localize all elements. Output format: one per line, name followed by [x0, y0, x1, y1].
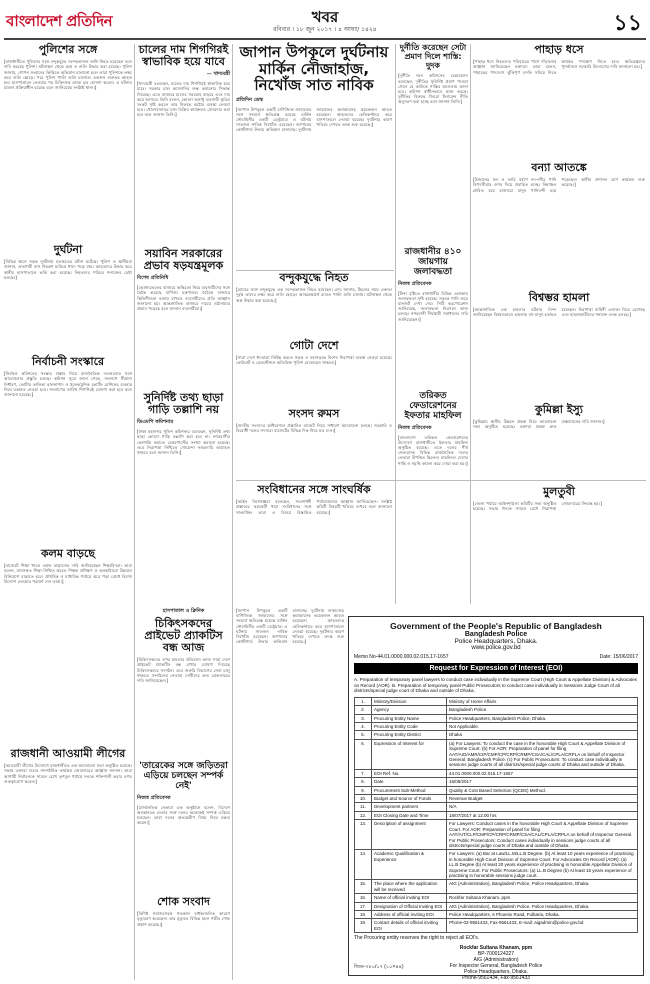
- article-title: তরিকত ফেডারেশনের ইফতার মাহফিল: [404, 391, 462, 421]
- eoi-cell-value: Phone-02-9561433, Fax-9561433, E-mail: aigadmin@police.gov.bd: [447, 919, 638, 933]
- eoi-title-bar: Request for Expression of Interest (EOI): [354, 663, 638, 674]
- article-tarek: [137, 762, 230, 892]
- eoi-cell-number: 17.: [355, 902, 372, 910]
- eoi-table: [354, 697, 638, 933]
- eoi-cell-value: Quality & Cost Based Selection (QCBS) Method.: [447, 786, 638, 794]
- eoi-cell-value: (a) For Lawyers: To conduct the case in the honorable High Court & Appellate Division of Supreme Court. (b) For AOR: Preparation of panel for filing AAT/AIO/AMR/CIP/CMP/CP/CRP/CRMP/CSA/CAL/CPLA/CRPLA on behalf of Inspector General, Bangladesh Police. (c) For Public Prosecutors: To conduct case individually in sessions judge courts of all districts/special judge courts of Dhaka and outside of Dhaka.: [447, 739, 638, 769]
- article-pen: [4, 548, 132, 744]
- eoi-cell-number: 16.: [355, 894, 372, 902]
- eoi-row: [355, 820, 638, 850]
- article-body: [দুর্নীতি দমন কমিশনের চেয়ারম্যান বলেছেন, দুর্নীতির সুনির্দিষ্ট প্রমাণ পাওয়া গেলে যে কাউকে শাস্তির আওতায় আনা হবে। কমিশন স্বাধীনভাবে কাজ করছে। দুর্নীতির বিরুদ্ধে জিরো টলারেন্স নীতি অনুসরণ করা হচ্ছে বলে জানান তিনি।]: [398, 73, 468, 105]
- article-byline: নিজস্ব প্রতিবেদক: [398, 280, 432, 287]
- eoi-cell-number: 11.: [355, 803, 372, 811]
- eoi-cell-field: EOI Ref. No.: [372, 769, 447, 777]
- eoi-cell-value: 15/06/2017: [447, 778, 638, 786]
- article-election: [4, 356, 132, 544]
- eoi-cell-value: For Lawyers: Conduct cases in the honorable High Court & Appellate Division of Supreme Court. For AOR: Preparation of panel for filing AAT/AIT/CLP/CMP/CP/CRP/CRMP/CSA/CAL/CPLA/CRPLA on behalf of Inspector General. For Public Prosecutors: Conduct cases individually in sessions judge courts of all districts/special judge courts of Dhaka and outside of Dhaka.: [447, 820, 638, 850]
- article-title: কলম বাড়ছে: [40, 547, 96, 560]
- issue-date: রবিবার । ১৮ জুন ২০১৭ । ৪ আষাঢ় ১৪২৪: [273, 26, 377, 33]
- article-soybean: [137, 248, 230, 388]
- article-body: [খাদ্যমন্ত্রী বলেছেন, চালের দাম শিগগিরই স্বাভাবিক হয়ে যাবে। সরকার চাল আমদানির শুল্ক কমানোর সিদ্ধান্ত নিয়েছে। এতে বাজারে চালের সরবরাহ বাড়বে এবং দাম কমে আসবে। তিনি বলেন, কোনো অসাধু ব্যবসায়ী কৃত্রিম সংকট সৃষ্টি করলে তার বিরুদ্ধে কঠোর ব্যবস্থা নেওয়া হবে। খোলাবাজারে চাল বিক্রির কার্যক্রমও জোরদার করা হবে বলে জানান তিনি।]: [137, 81, 230, 118]
- eoi-cell-number: 2.: [355, 706, 372, 714]
- eoi-cell-field: Name of official inviting EOI: [372, 894, 447, 902]
- article-title: বন্দুকযুদ্ধে নিহত: [279, 271, 349, 284]
- article-title: সয়াবিন সরকারের প্রভাব ষড়যন্ত্রমূলক: [143, 247, 224, 273]
- article-comilla: [473, 404, 645, 484]
- eoi-procuring-note: The Procuring entity reserves the right to reject all EOI's.: [354, 935, 480, 942]
- article-body: [রাজধানীতে পুলিশের সঙ্গে বন্দুকযুদ্ধে সন্দেহভাজন জঙ্গি নিহত হয়েছেন বলে দাবি করেছে পুলিশ। ঘটনাস্থল থেকে অস্ত্র ও গুলি উদ্ধার করা হয়েছে। পুলিশ জানায়, গোপন সংবাদের ভিত্তিতে অভিযান চালানো হলে তারা পুলিশকে লক্ষ্য করে গুলি ছোড়ে। পরে পুলিশ পাল্টা গুলি চালালে একজন গুরুতর আহত হন। হাসপাতালে নেওয়ার পর চিকিৎসক তাকে মৃত ঘোষণা করেন। এ ঘটনায় মামলা প্রক্রিয়াধীন রয়েছে বলে জানিয়েছে সংশ্লিষ্ট থানা।]: [4, 59, 132, 91]
- article-tariqat: [398, 392, 468, 604]
- article-title: 'তারেকের সঙ্গে জড়িতরা এড়িয়ে চলছেন সম্পর্ক নেই': [139, 761, 228, 791]
- eoi-cell-number: 12.: [355, 811, 372, 819]
- eoi-row: [355, 811, 638, 819]
- eoi-notice: [348, 616, 644, 982]
- column-divider: [134, 44, 135, 980]
- article-body: [নির্বাচন কমিশনের সংস্কার প্রস্তাব নিয়ে রাজনৈতিক দলগুলোর সঙ্গে আলোচনার প্রস্তুতি চলছে। কমিশন সূত্রে জানা গেছে, সংলাপে সীমানা নির্ধারণ, ভোটার তালিকা হালনাগাদ ও ইলেকট্রনিক ভোটিং মেশিনের ব্যবহার নিয়ে মতামত নেওয়া হবে। সংলাপের তারিখ শিগগিরই ঘোষণা করা হবে বলে জানানো হয়েছে।]: [4, 371, 132, 397]
- eoi-memo-line: [354, 654, 638, 660]
- eoi-cell-value: 44.01.0000.000.02.015.17-1657: [447, 769, 638, 777]
- article-landslide: [473, 44, 645, 160]
- article-byline: — খাদ্যমন্ত্রী: [206, 71, 230, 78]
- article-body: [বাজেটে শিক্ষা খাতে বরাদ্দ বাড়ানোর দাবি জানিয়েছেন শিক্ষাবিদরা। তারা বলেন, মানসম্মত শিক্ষা নিশ্চিত করতে শিক্ষক প্রশিক্ষণ ও অবকাঠামো উন্নয়নে বিনিয়োগ বাড়াতে হবে। প্রাথমিক ও মাধ্যমিক পর্যায়ে ঝরে পড়া রোধে বিশেষ উদ্যোগ নেওয়ার পরামর্শ দেন তারা।]: [4, 563, 132, 584]
- article-acc: [398, 44, 468, 244]
- article-adjourned: [473, 486, 645, 604]
- eoi-cell-number: 10.: [355, 795, 372, 803]
- eoi-cell-field: Expression of Interest for: [372, 739, 447, 769]
- article-title: চালের দাম শিগগিরই স্বাভাবিক হয়ে যাবে: [138, 43, 229, 69]
- eoi-cell-field: Date: [372, 778, 447, 786]
- eoi-cell-value: 18/07/2017 at 12.00 hrs: [447, 811, 638, 819]
- eoi-cell-number: 19.: [355, 919, 372, 933]
- eoi-cell-field: Ministry/Division: [372, 697, 447, 705]
- eoi-cell-field: Description of assignment: [372, 820, 447, 850]
- eoi-row: [355, 723, 638, 731]
- article-title: পাহাড় ধসে: [534, 43, 584, 56]
- article-title: সংবিধানের সঙ্গে সাংঘর্ষিক: [257, 483, 371, 496]
- article-doctors: [137, 608, 230, 758]
- eoi-cell-field: Address of official inviting EOI: [372, 910, 447, 918]
- article-byline: বিশেষ প্রতিনিধি: [137, 275, 169, 282]
- eoi-row: [355, 769, 638, 777]
- eoi-cell-number: 4.: [355, 723, 372, 731]
- article-body: [জাপান উপকূলে একটি বাণিজ্যিক জাহাজের সঙ্গে সংঘর্ষে ক্ষতিগ্রস্ত হয়েছে মার্কিন নৌবাহিনীর একটি ডেস্ট্রয়ার। এ ঘটনায় সাতজন নাবিক নিখোঁজ রয়েছেন। জাপানের কোস্টগার্ড উদ্ধার অভিযান চালাচ্ছে। দুর্ঘটনায় জাহাজের কমান্ডারসহ কয়েকজন আহত হয়েছেন। আহতদের হেলিকপ্টারে করে হাসপাতালে নেওয়া হয়েছে। দুর্ঘটনার কারণ খতিয়ে দেখতে তদন্ত শুরু হয়েছে।]: [236, 608, 344, 645]
- eoi-cell-value: AIG (Administration), Bangladesh Police, Police Headquarters, Dhaka.: [447, 880, 638, 894]
- eoi-cell-value: Bangladesh Police.: [447, 706, 638, 714]
- article-byline: হাসপাতাল ও ক্লিনিক: [162, 608, 205, 614]
- eoi-intro: A. Preparation of temporary panel lawyers to conduct case individually in the Supreme Court (High Court & Appellate Division) & Advocates on Record (AOR). B. Preparation of temporary panel Public Prosecutors to conduct case individually in Sessions Judge Court of all districts/special judge court of Dhaka and outside of Dhaka.: [354, 677, 637, 694]
- article-title: মুলতুবী: [543, 485, 575, 498]
- page-number: ১১: [613, 11, 642, 36]
- eoi-cell-value: N/A: [447, 803, 638, 811]
- article-byline: নিজস্ব প্রতিবেদক: [137, 794, 171, 801]
- article-body: [আইন বিশেষজ্ঞরা বলেছেন, সংশোধনী প্রস্তাবের কয়েকটি ধারা সংবিধানের সঙ্গে সাংঘর্ষিক। তারা এ বিষয়ে বিস্তারিত পর্যালোচনার আহ্বান জানিয়েছেন। সংশ্লিষ্ট কমিটি বিষয়টি খতিয়ে দেখবে বলে জানানো হয়েছে।]: [236, 499, 392, 515]
- eoi-row: [355, 919, 638, 933]
- article-body: [জাপান উপকূলে একটি বাণিজ্যিক জাহাজের সঙ্গে সংঘর্ষে ক্ষতিগ্রস্ত হয়েছে মার্কিন নৌবাহিনীর একটি ডেস্ট্রয়ার। এ ঘটনায় সাতজন নাবিক নিখোঁজ রয়েছেন। জাপানের কোস্টগার্ড উদ্ধার অভিযান চালাচ্ছে। দুর্ঘটনায় জাহাজের কমান্ডারসহ কয়েকজন আহত হয়েছেন। আহতদের হেলিকপ্টারে করে হাসপাতালে নেওয়া হয়েছে। দুর্ঘটনার কারণ খতিয়ে দেখতে তদন্ত শুরু হয়েছে।]: [236, 106, 392, 133]
- lead-headline[interactable]: জাপান উপকূলে দুর্ঘটনায় মার্কিন নৌজাহাজ, নিখোঁজ সাত নাবিক: [239, 43, 389, 94]
- eoi-cell-value: For Lawyers: (a) Bar at Law/LL.M/LL.B Degree. (b) At least 10 years experience of practising in honorable High Court Division of Supreme Court. For Advocates On Record (AOR): (a) LL.B Degree (b) At least 20 years experience of practising in honorable Appellate Division of Supreme Court. For Public Prosecutors: (a) LL.B Degree (b) At least 15 years experience of practising in honorable sessions judge court.: [447, 850, 638, 880]
- article-title: গোটা দেশে: [289, 339, 339, 352]
- article-title: বন্যা আতঙ্কে: [531, 161, 587, 174]
- article-title: শোক সংবাদ: [157, 895, 210, 908]
- eoi-organization: Bangladesh Police: [464, 631, 528, 638]
- eoi-cell-field: Procuring Entity District: [372, 731, 447, 739]
- article-body: [ঢাকা মহানগর পুলিশ কমিশনার বলেছেন, সুনির্দিষ্ট তথ্য ছাড়া কোনো গাড়ি তল্লাশি করা হবে না। নগরবাসীর ভোগান্তি কমাতে চেকপোস্টের সংখ্যা কমানো হয়েছে। তবে নিরাপত্তা নিশ্চিতে গোয়েন্দা নজরদারি অব্যাহত থাকবে বলে জানান তিনি।]: [137, 429, 230, 455]
- eoi-row: [355, 803, 638, 811]
- eoi-cell-field: Procuring Entity Name: [372, 714, 447, 722]
- article-title: দুর্নীতি করেছেন সেটা প্রমাণ দিলে শাস্তি: দুদক: [399, 43, 467, 70]
- article-body: [উজানের ঢল ও ভারি বর্ষণে নদ-নদীর পানি বিপৎসীমার ওপর দিয়ে প্রবাহিত হচ্ছে। নিম্নাঞ্চল প্লাবিত হয়ে হাজারো মানুষ পানিবন্দী হয়ে পড়েছেন। স্থানীয় প্রশাসন ত্রাণ কার্যক্রম শুরু করেছে।]: [473, 177, 645, 193]
- eoi-cell-number: 14.: [355, 850, 372, 880]
- article-title: রাজধানী আওয়ামী লীগের: [10, 747, 126, 760]
- eoi-sign-name: Rockfar Sultana Khanam, ppm: [459, 945, 533, 952]
- eoi-sign-title: AIG (Administration): [473, 957, 519, 964]
- article-parliament: [236, 408, 392, 478]
- column-divider: [395, 44, 396, 604]
- eoi-website[interactable]: www.police.gov.bd: [471, 645, 521, 651]
- eoi-date: Date: 15/06/2017: [599, 654, 638, 660]
- article-title: চিকিৎসকদের প্রাইভেট প্র্যাকটিস বন্ধ আজ: [144, 617, 223, 655]
- eoi-cell-field: Agency: [372, 706, 447, 714]
- eoi-cell-value: Ministry of Home Affairs: [447, 697, 638, 705]
- newspaper-logo[interactable]: বাংলাদেশ প্রতিদিন: [6, 12, 113, 30]
- eoi-cell-number: 18.: [355, 910, 372, 918]
- article-rice-price: [137, 44, 230, 244]
- article-attack: [473, 292, 645, 402]
- section-title: খবর: [311, 8, 339, 26]
- eoi-cell-number: 8.: [355, 778, 372, 786]
- article-body: [রাজনৈতিক নেতারা এক অনুষ্ঠানে বলেন, বিদেশে অবস্থানরত নেতার সঙ্গে দলের অনেকেই সম্পর্ক এড়িয়ে চলছেন। তারা দলের অভ্যন্তরীণ বিষয় নিয়ে মন্তব্য করেন।]: [137, 804, 230, 826]
- eoi-sign-phone: Phone-9561434, Fax-9561433: [462, 975, 530, 982]
- eoi-row: [355, 697, 638, 705]
- article-body: [টানা বৃষ্টিতে রাজধানীর বিভিন্ন এলাকায় জলাবদ্ধতা সৃষ্টি হয়েছে। সড়কে পানি জমে যানজট দেখা দেয়। সিটি করপোরেশন জানিয়েছে, জলাবদ্ধতা নিরসনে কাজ চলছে। নগরবাসী দীর্ঘস্থায়ী সমাধানের দাবি জানিয়েছেন।]: [398, 290, 468, 322]
- column-divider: [232, 44, 233, 980]
- article-title: রাজধানীর ৪১০ জায়গায় জলাবদ্ধতা: [404, 247, 462, 277]
- article-title: দুর্ঘটনা: [53, 243, 83, 256]
- article-whole-country: [236, 340, 392, 406]
- article-body: [বাংলাদেশ তরিকত ফেডারেশনের উদ্যোগে রাজধানীতে ইফতার মাহফিল অনুষ্ঠিত হয়েছে। এতে দলের শীর্ষ নেতারাসহ বিভিন্ন রাজনৈতিক দলের নেতারা উপস্থিত ছিলেন। মাহফিলে দেশের শান্তি ও সমৃদ্ধি কামনা করে দোয়া করা হয়।]: [398, 434, 468, 466]
- eoi-cell-number: 15.: [355, 880, 372, 894]
- eoi-sign-for: For Inspector General, Bangladesh Police: [449, 963, 543, 970]
- eoi-cell-number: 3.: [355, 714, 372, 722]
- article-title: কুমিল্লা ইস্যু: [535, 403, 583, 416]
- article-gunfight: [236, 272, 392, 338]
- article-car-search: [137, 392, 230, 604]
- eoi-cell-value: Dhaka: [447, 731, 638, 739]
- eoi-row: [355, 894, 638, 902]
- eoi-cell-number: 1.: [355, 697, 372, 705]
- eoi-cell-field: Procuring Entity Code: [372, 723, 447, 731]
- article-us-navy: [236, 44, 392, 268]
- eoi-row: [355, 910, 638, 918]
- section-divider: [236, 480, 646, 481]
- article-title: পুলিশের সঙ্গে: [38, 43, 98, 56]
- article-body: [চিকিৎসকদের ওপর হামলার প্রতিবাদে আজ সারা দেশে প্রাইভেট প্র্যাকটিস বন্ধ রাখার ঘোষণা দিয়েছে চিকিৎসকদের সংগঠন। তবে জরুরি বিভাগের সেবা চালু থাকবে। সংগঠনের নেতারা দোষীদের দ্রুত গ্রেফতারের দাবি জানিয়েছেন।]: [137, 657, 230, 684]
- article-constitution: [236, 484, 392, 604]
- eoi-cell-field: Procurement Sub-Method: [372, 786, 447, 794]
- article-body: [আন্তর্জাতিক এক হামলার ঘটনায় নিন্দা জানিয়েছেন বিশ্বনেতারা। হামলায় বহু মানুষ হতাহত হয়েছেন। নিরাপত্তা বাহিনী এলাকা ঘিরে রেখেছে এবং হামলাকারীদের শনাক্তে তদন্ত চলছে।]: [473, 307, 645, 318]
- eoi-cell-value: Police Headquarters, 6 Phoenix Road, Fulbaria, Dhaka.: [447, 910, 638, 918]
- eoi-row: [355, 850, 638, 880]
- article-body: [বিভিন্ন স্থানে সড়ক দুর্ঘটনায় হতাহতের ঘটনা ঘটেছে। পুলিশ ও স্থানীয়রা জানান, দ্রুতগামী বাস নিয়ন্ত্রণ হারিয়ে খাদে পড়ে যায়। আহতদের উদ্ধার করে স্থানীয় হাসপাতালে ভর্তি করা হয়েছে। নিহতদের পরিচয় শনাক্তের চেষ্টা চলছে।]: [4, 259, 132, 280]
- article-body: [আওয়ামী লীগের উদ্যোগে রাজধানীতে এক আলোচনা সভা অনুষ্ঠিত হয়েছে। সভায় বক্তারা দলের সাংগঠনিক কার্যক্রম জোরদারের আহ্বান জানান। তারা আগামী নির্বাচনকে সামনে রেখে তৃণমূল পর্যায়ে দলকে শক্তিশালী করার ওপর গুরুত্বারোপ করেন।]: [4, 763, 132, 784]
- eoi-ad-code: জিড-৭৮০/১৭ (১০×৪৪): [354, 964, 404, 970]
- article-byline: প্রতিদিন ডেস্ক: [236, 96, 264, 103]
- eoi-government: Government of the People's Republic of Bangladesh: [390, 621, 602, 631]
- eoi-row: [355, 795, 638, 803]
- article-body: [সারা দেশে ঈদযাত্রা নির্বিঘ্ন করতে সড়ক ও মহাসড়কে বিশেষ নিরাপত্তা ব্যবস্থা নেওয়া হয়েছে। ফেরিঘাট ও রেলস্টেশনে অতিরিক্ত পুলিশ মোতায়েন থাকবে।]: [236, 355, 392, 366]
- eoi-cell-field: Designation of Official Inviting EOI: [372, 902, 447, 910]
- article-continued: [236, 608, 344, 980]
- article-title: বিশ্বম্ভর হামলা: [528, 291, 590, 304]
- article-awami-league: [4, 748, 132, 980]
- eoi-row: [355, 778, 638, 786]
- eoi-cell-value: Rockfar Sultana Khanam, ppm: [447, 894, 638, 902]
- eoi-cell-value: Not Applicable.: [447, 723, 638, 731]
- article-waterlogging: [398, 248, 468, 388]
- article-body: [পাহাড় ধসে নিহতদের পরিবারের পাশে দাঁড়ানোর আহ্বান জানিয়েছেন বক্তারা। তারা বলেন, পাহাড়ের পাদদেশে ঝুঁকিপূর্ণ বসতি সরিয়ে নিতে কার্যকর পদক্ষেপ নিতে হবে। ক্ষতিগ্রস্তদের পুনর্বাসনে সরকারি উদ্যোগের দাবি জানানো হয়।]: [473, 59, 645, 75]
- article-obituary: [137, 896, 230, 980]
- eoi-cell-number: 6.: [355, 739, 372, 769]
- eoi-sign-place: Police Headquarters, Dhaka.: [464, 969, 528, 976]
- article-byline: ডিএমপি কমিশনার: [137, 419, 174, 426]
- article-body: [জেলা পর্যায়ে আইনশৃঙ্খলা কমিটির সভা অনুষ্ঠিত হয়েছে। সভায় ঈদকে সামনে রেখে নিরাপত্তা জোরদারের সিদ্ধান্ত হয়।]: [473, 501, 602, 512]
- eoi-row: [355, 731, 638, 739]
- article-flood: [473, 162, 645, 290]
- column-divider: [470, 44, 471, 604]
- eoi-hq: Police Headquarters, Dhaka.: [454, 638, 538, 645]
- article-police: [4, 44, 132, 240]
- masthead: [0, 0, 650, 40]
- eoi-cell-value: Police Headquarters, Bangladesh Police, Dhaka.: [447, 714, 638, 722]
- eoi-cell-number: 5.: [355, 731, 372, 739]
- eoi-cell-field: Development partners: [372, 803, 447, 811]
- eoi-row: [355, 714, 638, 722]
- eoi-cell-value: AIG (Administration), Bangladesh Police, Police Headquarters, Dhaka.: [447, 902, 638, 910]
- article-body: [জাতীয় সংসদের অধিবেশনে প্রস্তাবিত বাজেট নিয়ে সাধারণ আলোচনা চলছে। সরকারি ও বিরোধী দলের সদস্যরা বাজেটের বিভিন্ন দিক নিয়ে মত দেন।]: [236, 423, 392, 434]
- eoi-row: [355, 902, 638, 910]
- eoi-cell-number: 7.: [355, 769, 372, 777]
- eoi-cell-number: 9.: [355, 786, 372, 794]
- eoi-sign-id: BP-7000124227: [477, 951, 515, 958]
- eoi-cell-field: EOI Closing Date and Time: [372, 811, 447, 819]
- eoi-cell-field: Budget and Source of Funds: [372, 795, 447, 803]
- article-title: সুনির্দিষ্ট তথ্য ছাড়া গাড়ি তল্লাশি নয়: [143, 391, 224, 417]
- eoi-row: [355, 786, 638, 794]
- eoi-cell-field: Contact details of official inviting EOI: [372, 919, 447, 933]
- eoi-cell-field: Academic Qualification & Experience: [372, 850, 447, 880]
- article-body: [কুমিল্লায় স্থানীয় উন্নয়ন প্রকল্প নিয়ে আলোচনা সভা অনুষ্ঠিত হয়েছে। বক্তারা প্রকল্প দ্রুত বাস্তবায়নের দাবি জানান।]: [473, 419, 605, 430]
- masthead-rule: [4, 38, 646, 40]
- eoi-row: [355, 706, 638, 714]
- article-byline: নিজস্ব প্রতিবেদক: [398, 424, 432, 431]
- article-body: [ভোজ্যতেলের বাজারে অস্থিরতা নিয়ে ব্যবসায়ীদের সঙ্গে বৈঠক করেছে বাণিজ্য মন্ত্রণালয়। বৈঠকে বাজারে স্থিতিশীলতা বজায় রাখতে ব্যবসায়ীদের প্রতি আহ্বান জানানো হয়। আন্তর্জাতিক বাজারে দামের ওঠানামার প্রভাব পড়েছে বলে জানান ব্যবসায়ীরা।]: [137, 285, 230, 311]
- eoi-cell-number: 13.: [355, 820, 372, 850]
- eoi-memo-number: Memo No-44.01.0000.000.02.015.17-1657: [354, 654, 449, 660]
- eoi-row: [355, 739, 638, 769]
- article-accident: [4, 244, 132, 354]
- article-title: নির্বাচনী সংস্কারে: [31, 355, 105, 368]
- eoi-cell-value: Revenue Budget: [447, 795, 638, 803]
- article-body: [বিশিষ্ট সমাজসেবক গতকাল বার্ধক্যজনিত কারণে মৃত্যুবরণ করেছেন। তার মৃত্যুতে বিভিন্ন মহল গভীর শোক প্রকাশ করেছে।]: [137, 911, 230, 927]
- article-title: সংসদ রুমস: [288, 407, 340, 420]
- article-body: [র‍্যাবের সঙ্গে বন্দুকযুদ্ধে এক সন্দেহভাজন নিহত হয়েছেন। র‍্যাব জানায়, টহলের সময় একদল দুর্বৃত্ত তাদের লক্ষ্য করে গুলি ছোড়ে। আত্মরক্ষার্থে র‍্যাবও পাল্টা গুলি চালায়। ঘটনাস্থল থেকে অস্ত্র উদ্ধার করা হয়েছে।]: [236, 287, 392, 303]
- eoi-cell-field: The place where the application will be received: [372, 880, 447, 894]
- eoi-row: [355, 880, 638, 894]
